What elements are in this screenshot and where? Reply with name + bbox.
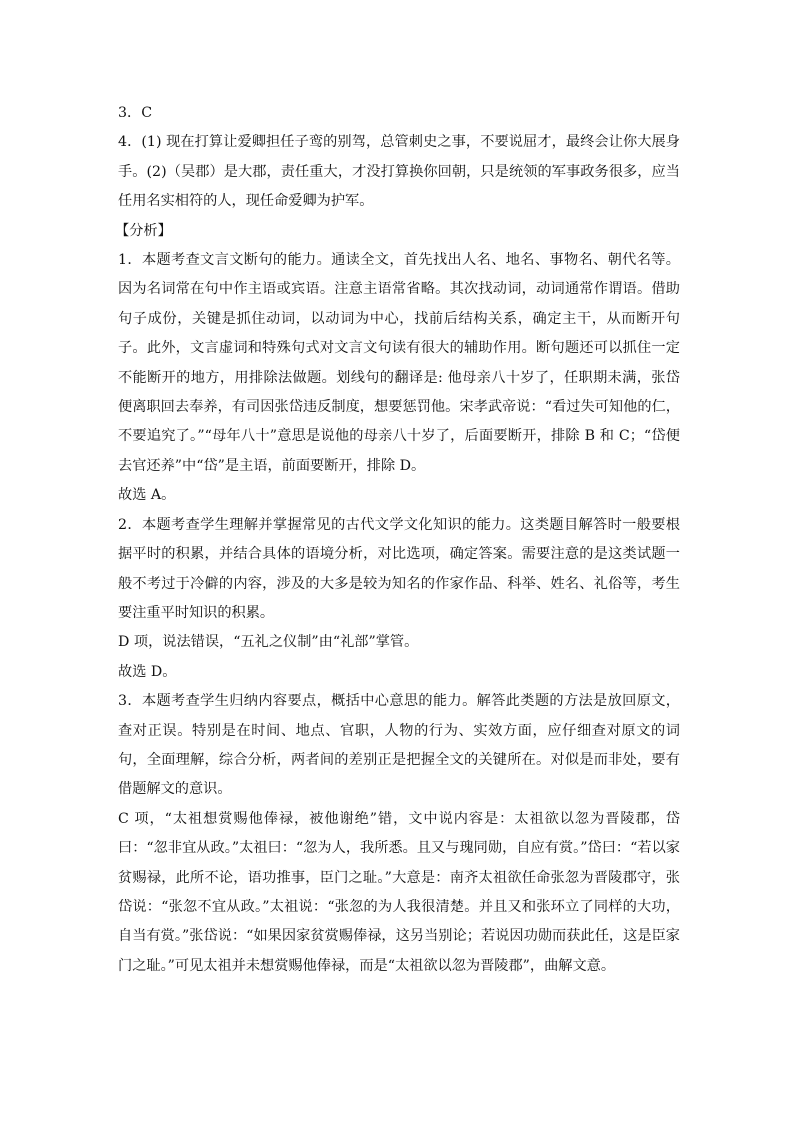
- analysis-heading: 【分析】: [115, 222, 172, 239]
- analysis-2-conclusion: 故选 D。: [118, 663, 177, 680]
- analysis-2: 2．本题考查学生理解并掌握常见的古代文学文化知识的能力。这类题目解答时一般要根据平时的积累，并结合具体的语境分析，对比选项，确定答案。需要注意的是这类试题一般不考过于冷僻的内容，涉及的大多是较为知名的作家作品、科举、姓名、礼俗等，考生要注重平时知识的积累。: [118, 516, 680, 621]
- analysis-3-option-c: C 项，“太祖想赏赐他俸禄，被他谢绝”错，文中说内容是：太祖欲以忽为晋陵郡，岱曰：“忽非宜从政。”太祖曰：“忽为人，我所悉。且又与瑰同勋，自应有赏。”岱曰：“若以家贫赐禄，此所不论，语功推事，臣门之耻。”大意是：南齐太祖欲任命张忽为晋陵郡守，张岱说：“张忽不宜从政。”太祖说：“张忽的为人我很清楚。并且又和张环立了同样的大功，自当有赏。”张岱说：“如果因家贫赏赐俸禄，这另当别论；若说因功勋而获此任，这是臣家门之耻。”可见太祖并未想赏赐他俸禄，而是“太祖欲以忽为晋陵郡”，曲解文意。: [118, 810, 680, 974]
- document-body: [115, 99, 680, 981]
- analysis-2-option-d: D 项，说法错误，“五礼之仪制”由“礼部”掌管。: [118, 634, 419, 651]
- answer-4-translation: 4．(1) 现在打算让爱卿担任子鸾的别驾，总管刺史之事，不要说屈才，最终会让你大展身手。(2)（吴郡）是大郡，责任重大，才没打算换你回朝，只是统领的军事政务很多，应当任用名实相符的人，现任命爱卿为护军。: [118, 134, 680, 210]
- analysis-1-conclusion: 故选 A。: [118, 487, 176, 504]
- analysis-1: 1．本题考查文言文断句的能力。通读全文，首先找出人名、地名、事物名、朝代名等。因为名词常在句中作主语或宾语。注意主语常省略。其次找动词，动词通常作谓语。借助句子成份，关键是抓住动词，以动词为中心，找前后结构关系，确定主干，从而断开句子。此外，文言虚词和特殊句式对文言文句读有很大的辅助作用。断句题还可以抓住一定不能断开的地方，用排除法做题。划线句的翻译是: 他母亲八十岁了，任职期未满，张岱便离职回去奉养，有司因张岱违反制度，想要惩罚他。宋孝武帝说：“看过失可知他的仁，不要追究了。”“母年八十”意思是说他的母亲八十岁了，后面要断开，排除 B 和 C；“岱便去官还养”中“岱”是主语，前面要断开，排除 D。: [118, 252, 680, 474]
- answer-3: 3．C: [118, 105, 153, 121]
- analysis-3: 3．本题考查学生归纳内容要点，概括中心意思的能力。解答此类题的方法是放回原文，查对正误。特别是在时间、地点、官职，人物的行为、实效方面，应仔细查对原文的词句，全面理解，综合分析，两者间的差别正是把握全文的关键所在。对似是而非处，要有借题解文的意识。: [118, 693, 680, 798]
